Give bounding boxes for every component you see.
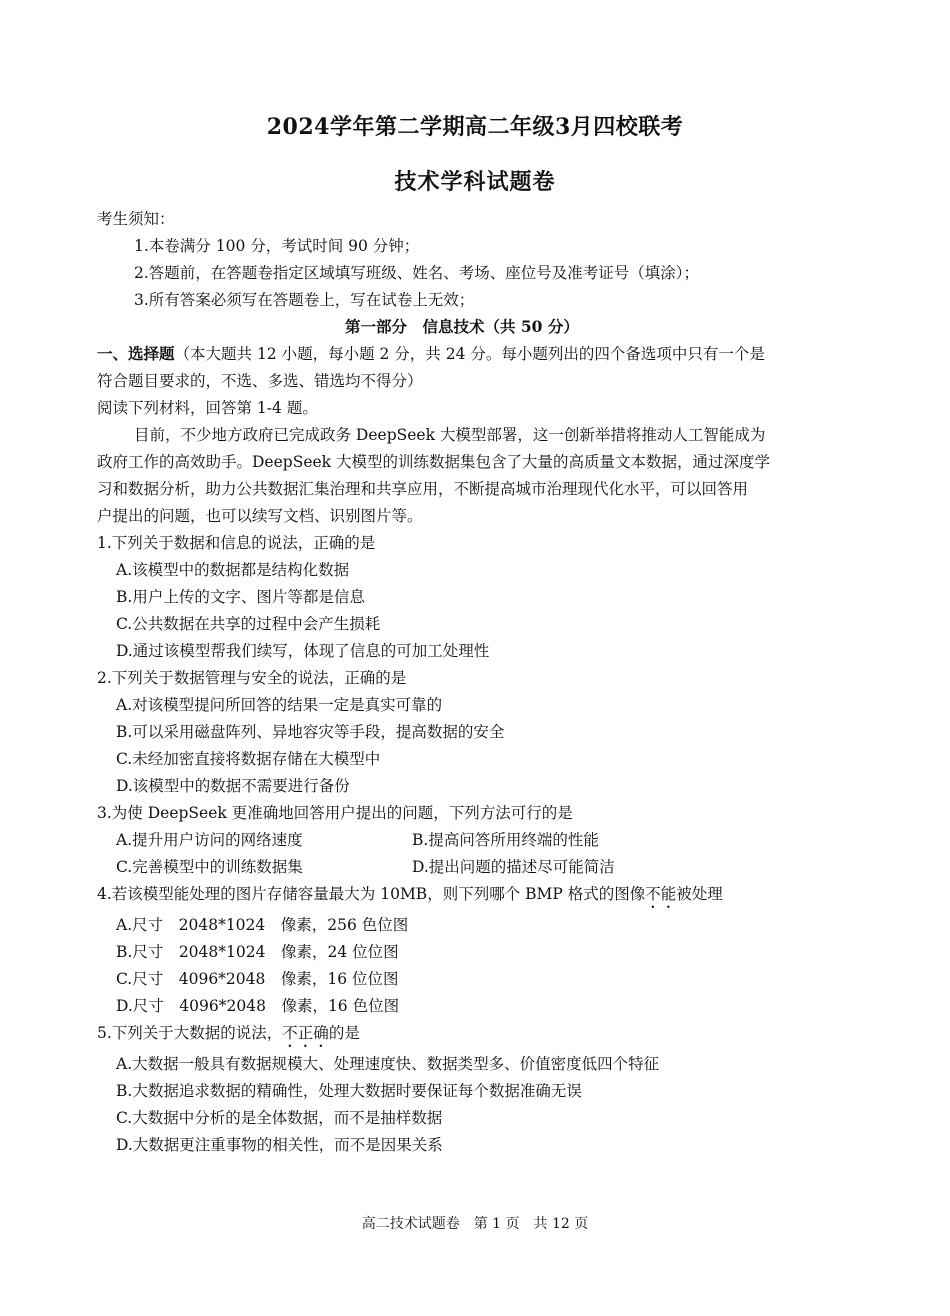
part-heading: 第一部分 信息技术（共 50 分） <box>345 317 579 336</box>
q5-stem-post: 的是 <box>328 1024 360 1042</box>
q2-option-c: C.未经加密直接将数据存储在大模型中 <box>116 750 381 768</box>
q5-stem-pre: 5.下列关于大数据的说法， <box>97 1024 283 1042</box>
q5-option-b: B.大数据追求数据的精确性，处理大数据时要保证每个数据准确无误 <box>116 1082 582 1100</box>
q4-option-b: B.尺寸 2048*1024 像素，24 位位图 <box>116 943 399 961</box>
exam-subtitle: 技术学科试题卷 <box>394 169 556 195</box>
section-desc-1: （本大题共 12 小题，每小题 2 分，共 24 分。每小题列出的四个备选项中只有一个是 <box>174 345 765 363</box>
q2-option-a: A.对该模型提问所回答的结果一定是真实可靠的 <box>116 696 443 714</box>
q4-option-c: C.尺寸 4096*2048 像素，16 位位图 <box>116 970 399 988</box>
reading-line-4: 户提出的问题，也可以续写文档、识别图片等。 <box>97 507 423 525</box>
q3-option-d: D.提出问题的描述尽可能简洁 <box>412 858 615 876</box>
exam-title: 2024学年第二学期高二年级3月四校联考 <box>266 114 684 140</box>
q1-option-c: C.公共数据在共享的过程中会产生损耗 <box>116 615 381 633</box>
q5-stem <box>97 1022 360 1051</box>
q1-stem: 1.下列关于数据和信息的说法，正确的是 <box>97 534 376 552</box>
q4-stem <box>97 883 723 912</box>
q5-option-d: D.大数据更注重事物的相关性，而不是因果关系 <box>116 1136 443 1154</box>
q4-stem-emphasis: 不能 <box>645 885 677 903</box>
q4-stem-pre: 4.若该模型能处理的图片存储容量最大为 10MB，则下列哪个 BMP 格式的图像 <box>97 885 646 903</box>
page-footer: 高二技术试题卷 第 1 页 共 12 页 <box>361 1216 589 1232</box>
notice-item-1: 1.本卷满分 100 分，考试时间 90 分钟； <box>134 237 420 255</box>
q2-stem: 2.下列关于数据管理与安全的说法，正确的是 <box>97 669 407 687</box>
reading-line-1: 目前，不少地方政府已完成政务 DeepSeek 大模型部署，这一创新举措将推动人工智能成为 <box>134 426 766 444</box>
reading-line-3: 习和数据分析，助力公共数据汇集治理和共享应用，不断提高城市治理现代化水平，可以回答用 <box>97 480 749 498</box>
q3-stem: 3.为使 DeepSeek 更准确地回答用户提出的问题，下列方法可行的是 <box>97 804 573 822</box>
q4-option-d: D.尺寸 4096*2048 像素，16 色位图 <box>116 997 400 1015</box>
q2-option-b: B.可以采用磁盘阵列、异地容灾等手段，提高数据的安全 <box>116 723 505 741</box>
section-label: 一、选择题 <box>97 344 175 363</box>
q5-stem-emphasis: 不正确 <box>282 1024 329 1042</box>
q4-option-a: A.尺寸 2048*1024 像素，256 色位图 <box>116 916 409 934</box>
q1-option-d: D.通过该模型帮我们续写，体现了信息的可加工处理性 <box>116 642 490 660</box>
notice-item-3: 3.所有答案必须写在答题卷上，写在试卷上无效； <box>134 291 475 309</box>
reading-intro: 阅读下列材料，回答第 1-4 题。 <box>97 399 318 417</box>
q2-option-d: D.该模型中的数据不需要进行备份 <box>116 777 350 795</box>
q5-option-a: A.大数据一般具有数据规模大、处理速度快、数据类型多、价值密度低四个特征 <box>116 1055 660 1073</box>
q1-option-a: A.该模型中的数据都是结构化数据 <box>116 561 350 579</box>
q3-option-b: B.提高问答所用终端的性能 <box>412 831 599 849</box>
q1-option-b: B.用户上传的文字、图片等都是信息 <box>116 588 365 606</box>
section-heading <box>97 343 765 365</box>
reading-line-2: 政府工作的高效助手。DeepSeek 大模型的训练数据集包含了大量的高质量文本数据，通过深度学 <box>97 453 770 471</box>
q3-option-a: A.提升用户访问的网络速度 <box>116 831 303 849</box>
notice-item-2: 2.答题前，在答题卷指定区域填写班级、姓名、考场、座位号及准考证号（填涂）； <box>134 264 700 282</box>
q5-option-c: C.大数据中分析的是全体数据，而不是抽样数据 <box>116 1109 443 1127</box>
notice-heading: 考生须知： <box>97 210 175 228</box>
section-desc-2: 符合题目要求的，不选、多选、错选均不得分） <box>97 372 423 390</box>
q4-stem-post: 被处理 <box>676 885 723 903</box>
q3-option-c: C.完善模型中的训练数据集 <box>116 858 303 876</box>
